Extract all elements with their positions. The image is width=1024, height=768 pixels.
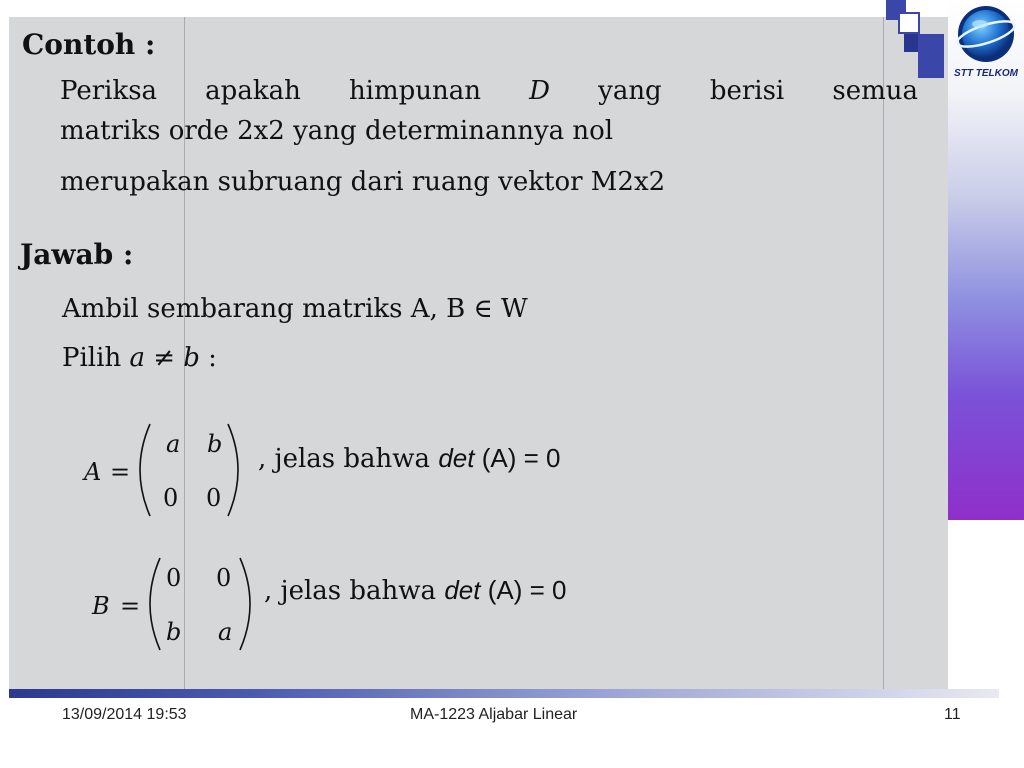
answer-line-2-suffix: : bbox=[199, 343, 217, 373]
matrix-a-cell: 0 bbox=[206, 484, 222, 512]
problem-line-3: merupakan subruang dari ruang vektor M2x2 bbox=[60, 167, 666, 197]
matrix-a-equals: = bbox=[110, 458, 131, 486]
matrix-b-equation bbox=[88, 552, 262, 656]
problem-word: berisi bbox=[709, 76, 785, 106]
det-label: det bbox=[444, 575, 481, 605]
matrix-b-equals: = bbox=[120, 592, 141, 620]
problem-word: himpunan bbox=[348, 76, 482, 106]
footer-datetime: 13/09/2014 19:53 bbox=[62, 706, 187, 723]
problem-line-2: matriks orde 2x2 yang determinannya nol bbox=[60, 116, 614, 146]
matrix-b-note-suffix: (A) = 0 bbox=[480, 575, 567, 605]
bottom-accent-bar bbox=[9, 689, 999, 698]
corner-square-decoration bbox=[918, 34, 944, 78]
problem-word: Periksa bbox=[60, 76, 158, 106]
matrix-a-note-prefix: , jelas bahwa bbox=[258, 444, 439, 474]
problem-line-1 bbox=[60, 76, 918, 106]
matrix-b-right-paren bbox=[240, 558, 250, 650]
matrix-a-right-paren bbox=[228, 424, 238, 516]
matrix-b-name: B bbox=[92, 592, 110, 620]
matrix-a-note bbox=[258, 443, 560, 474]
set-variable-d: D bbox=[529, 76, 551, 106]
det-label: det bbox=[438, 443, 475, 473]
matrix-a-name: A bbox=[84, 458, 102, 486]
heading-answer: Jawab : bbox=[20, 238, 134, 271]
matrix-b-cell: 0 bbox=[166, 564, 182, 592]
stt-telkom-logo bbox=[950, 2, 1022, 80]
guide-line-right bbox=[883, 17, 884, 692]
matrix-b-left-paren bbox=[150, 558, 160, 650]
matrix-b-note-prefix: , jelas bahwa bbox=[264, 576, 445, 606]
matrix-a-note-suffix: (A) = 0 bbox=[474, 443, 561, 473]
matrix-a-cell: b bbox=[207, 430, 223, 458]
heading-example: Contoh : bbox=[22, 28, 156, 61]
matrix-b-cell: 0 bbox=[216, 564, 232, 592]
corner-square-decoration bbox=[904, 34, 918, 52]
matrix-b-cell: a bbox=[218, 618, 233, 646]
inequality-math: a ≠ b bbox=[129, 343, 200, 373]
problem-word: apakah bbox=[205, 76, 301, 106]
answer-line-1: Ambil sembarang matriks A, B ∈ W bbox=[62, 294, 528, 324]
answer-line-2-prefix: Pilih bbox=[62, 343, 130, 373]
matrix-a-equation bbox=[80, 418, 250, 522]
matrix-a-left-paren bbox=[140, 424, 150, 516]
globe-icon bbox=[955, 6, 1018, 62]
footer-course: MA-1223 Aljabar Linear bbox=[410, 706, 578, 723]
matrix-a-cell: a bbox=[166, 430, 181, 458]
corner-square-decoration bbox=[898, 12, 920, 34]
problem-word: semua bbox=[832, 76, 918, 106]
matrix-a-cell: 0 bbox=[163, 484, 179, 512]
footer-page-number: 11 bbox=[944, 706, 961, 723]
matrix-b-cell: b bbox=[166, 618, 182, 646]
matrix-b-note bbox=[264, 575, 566, 606]
problem-word: yang bbox=[598, 76, 662, 106]
answer-line-2 bbox=[62, 343, 217, 373]
logo-text: STT TELKOM bbox=[954, 68, 1018, 79]
